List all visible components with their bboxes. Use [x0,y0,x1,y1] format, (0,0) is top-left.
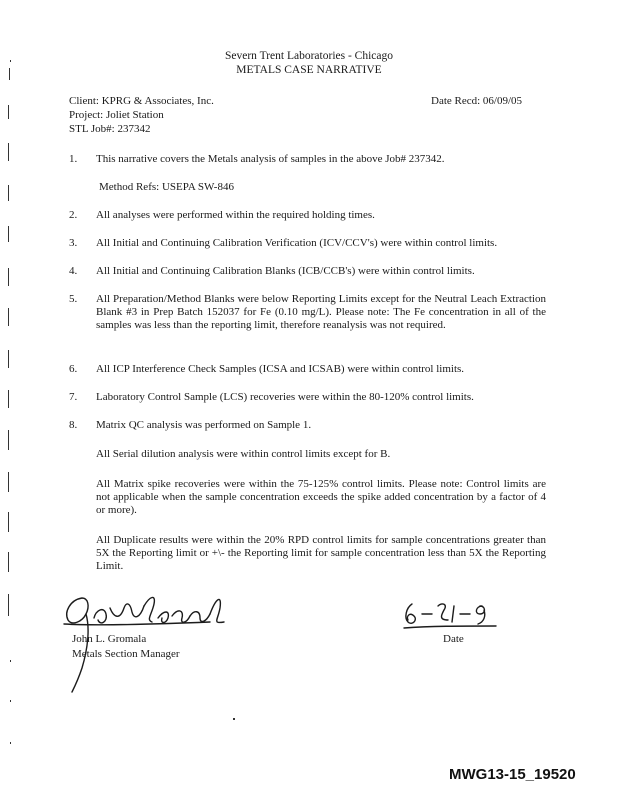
document-title: METALS CASE NARRATIVE [236,64,382,76]
narrative-item: All Initial and Continuing Calibration Blanks (ICB/CCB's) were within control limits. [96,265,475,277]
item-number: 6. [69,363,78,375]
date-received: Date Recd: 06/09/05 [431,95,523,107]
document-id: MWG13-15_19520 [449,766,576,783]
handwritten-date [400,598,500,632]
job-number: STL Job#: 237342 [69,123,151,135]
lab-name: Severn Trent Laboratories - Chicago [225,50,393,62]
narrative-item: Laboratory Control Sample (LCS) recoveries were within the 80-120% control limits. [96,391,474,403]
scan-edge-mark [10,700,11,702]
narrative-item: Matrix QC analysis was performed on Sample 1. [96,419,312,431]
client-line: Client: KPRG & Associates, Inc. [69,95,214,107]
signatory-name: John L. Gromala [72,633,147,645]
narrative-item: All analyses were performed within the required holding times. [96,209,375,221]
scan-edge-mark [8,350,9,368]
narrative-item: All Initial and Continuing Calibration Verification (ICV/CCV's) were within control limits. [96,237,498,249]
scan-edge-mark [8,594,9,616]
scan-edge-mark [8,308,9,326]
scan-edge-mark [8,552,9,572]
scan-edge-mark [8,430,9,450]
scan-speck [233,718,235,720]
scan-edge-mark [10,660,11,662]
narrative-item: All Preparation/Method Blanks were below Reporting Limits except for the Neutral Leach Extraction Blank #3 in Prep Batch 152037 for Fe (0.10 mg/L). Please note: The Fe concentration in all of the samples was less than the reporting limit, therefore reanalysis was not required. [96,293,546,331]
item-number: 8. [69,419,78,431]
scan-edge-mark [8,185,9,201]
method-refs: Method Refs: USEPA SW-846 [99,181,234,193]
scan-edge-mark [8,390,9,408]
scan-edge-mark [8,226,9,242]
item-number: 1. [69,153,78,165]
signatory-title: Metals Section Manager [72,648,180,660]
scan-edge-mark [10,742,11,744]
narrative-item: This narrative covers the Metals analysis of samples in the above Job# 237342. [96,153,445,165]
project-line: Project: Joliet Station [69,109,164,121]
date-label: Date [443,633,464,645]
narrative-item: All ICP Interference Check Samples (ICSA and ICSAB) were within control limits. [96,363,465,375]
scan-edge-mark [8,268,9,286]
item-number: 2. [69,209,78,221]
scan-edge-mark [8,472,9,492]
scan-edge-mark [8,512,9,532]
item-number: 5. [69,293,78,305]
duplicate-note: All Duplicate results were within the 20% RPD control limits for sample concentrations greater than 5X the Reporting limit or +\- the Reporting limit for sample concentration less than 5X the Reporting Limit. [96,534,546,572]
scan-edge-mark [8,105,9,119]
scan-edge-mark [8,143,9,161]
matrix-spike-note: All Matrix spike recoveries were within the 75-125% control limits. Please note: Control limits are not applicable when the sample concentration exceeds the spike added concentration by a factor of 4 or more). [96,478,546,516]
item-number: 7. [69,391,78,403]
serial-dilution-note: All Serial dilution analysis were within control limits except for B. [96,448,391,460]
item-number: 4. [69,265,78,277]
item-number: 3. [69,237,78,249]
